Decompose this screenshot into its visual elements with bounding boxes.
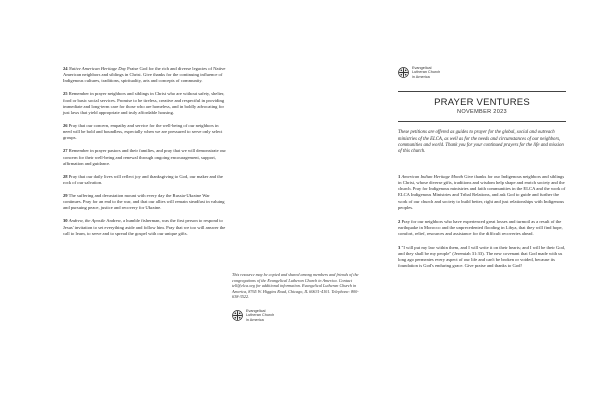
title-rule-top: [398, 91, 566, 92]
elca-logo-top: [398, 66, 566, 79]
left-panel: [63, 66, 228, 244]
prayer-item-25: 25 Remember in prayer neighbors and siblings in Christ who are without safety, shelter, food or basic social services. Promise to be tireless, creative and respectful in providing immediate and long-term care for those who are homeless, and in boldly advocating for just laws that yield appropriate and truly affordable housing.: [63, 91, 225, 116]
elca-cross-logo-icon: [398, 67, 409, 78]
prayer-item-29: 29 The suffering and devastation mount with every day the Russia-Ukraine War continues. Pray for an end to the war, and that our allies will remain steadfast in valuing and pursuing peace, justice and recovery for Ukraine.: [63, 193, 225, 211]
elca-logo-bottom: [232, 309, 360, 322]
page-title: PRAYER VENTURES: [434, 97, 530, 109]
prayer-item-28: 28 Pray that our daily lives will reflect joy and thanksgiving to God, our maker and the rock of our salvation.: [63, 173, 223, 186]
prayer-item-26: 26 Pray that our concern, empathy and service for the well-being of our neighbors in need will be bold and boundless, especially when we are pressured to serve only select groups.: [63, 123, 223, 141]
prayer-item-30: 30 Andrew, the Apostle Andrew, a humble fisherman, was the first person to respond to Jesus' invitation to set everything aside and follow him. Pray that we too will answer the call to learn, to serve and to spread the gospel with our unique gifts.: [63, 218, 226, 236]
logo-wordmark: Evangelical Lutheran Church in America: [412, 66, 441, 79]
page-subtitle: NOVEMBER 2023: [457, 109, 507, 116]
prayer-item-2: 2 Pray for our neighbors who have experienced great losses and turmoil as a result of the earthquake in Morocco and the unprecedented flooding in Libya, that they will find hope, comfort, relief, resources and assistance for the difficult recoveries ahead.: [398, 218, 563, 236]
intro-text: These petitions are offered as guides to prayer for the global, social and outreach ministries of the ELCA, as well as for the needs and circumstances of our neighbors, communities and world. Thank you for your continued prayers for the life and mission of this church.: [398, 130, 564, 155]
title-block: [398, 91, 566, 122]
logo-wordmark: Evangelical Lutheran Church in America: [246, 308, 275, 322]
middle-panel: [232, 272, 360, 322]
elca-cross-logo-icon: [232, 310, 243, 321]
right-panel: [398, 66, 566, 277]
title-rule-bottom: [398, 121, 566, 122]
prayer-item-27: 27 Remember in prayer pastors and their families, and pray that we will demonstrate our concern for their well-being and renewal through ongoing encouragement, support, affirmation and guidance.: [63, 148, 226, 166]
prayer-item-1: 1 American Indian Heritage Month Give thanks for our Indigenous neighbors and siblings in Christ, whose diverse gifts, traditions and wisdom help shape and enrich society and the church. Pray for Indigenous ministries and faith communities in the ELCA and the work of ELCA Indigenous Ministries and Tribal Relations, and ask God to guide and further the work of our church and society to build better, right and just relationships with Indigenous peoples.: [398, 173, 566, 210]
copyright-note: This resource may be copied and shared among members and friends of the congregations of the Evangelical Lutheran Church in America. Contact tell@elca.org for additional information. Evangelical Lutheran Church in America, 8765 W. Higgins Road, Chicago, IL 60631-4101. Telephone: 800-638-3522.: [232, 272, 359, 300]
prayer-item-3: 3 "I will put my law within them, and I will write it on their hearts; and I will be their God, and they shall be my people" (Jeremiah 31:33). The new covenant that God made with us long ago permeates every aspect of our life and can't be broken or voided, because its foundation is God's enduring grace. Give praise and thanks to God!: [398, 244, 566, 269]
prayer-item-24: 24 Native American Heritage Day Praise God for the rich and diverse legacies of Native American neighbors and siblings in Christ. Give thanks for the continuing influence of Indigenous cultures, traditions, spirituality, arts and concepts of community.: [63, 66, 226, 84]
